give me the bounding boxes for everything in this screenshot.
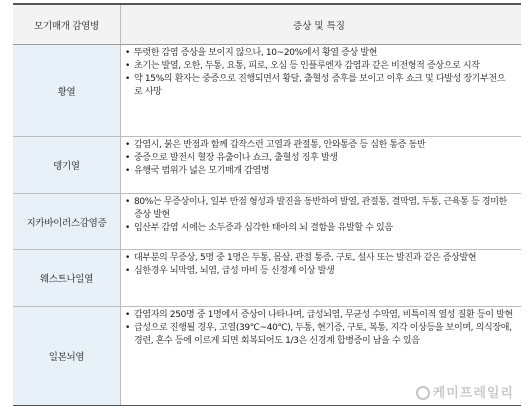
header-disease: 모기매개 감염병: [13, 5, 121, 44]
symptoms-cell: [121, 137, 521, 193]
disease-name: 뎅기열: [13, 137, 121, 193]
symptom-item: • 뚜렷한 감염 증상을 보이지 않으나, 10~20%에서 황열 증상 발현: [125, 47, 513, 60]
disease-name: 황열: [13, 45, 121, 136]
disease-name: 웨스트나일열: [13, 250, 121, 306]
table-row: [13, 194, 521, 250]
symptom-item: • 대부분의 무증상, 5명 중 1명은 두통, 몸살, 관절 통증, 구토, 설사 또는 발진과 같은 증상발현: [125, 252, 513, 265]
symptom-item: • 유행국 범위가 넓은 모기매개 감염병: [125, 165, 513, 178]
symptom-item: • 약 15%의 환자는 중증으로 진행되면서 황달, 출혈성 증후를 보이고 이후 쇼크 및 다발성 장기부전으로 사망: [125, 73, 513, 99]
watermark-logo-icon: [416, 386, 430, 400]
symptom-item: • 감염시, 붉은 반점과 함께 갑작스런 고열과 관절통, 안와통증 등 심한 통증 동반: [125, 139, 513, 152]
symptoms-cell: [121, 250, 521, 306]
symptom-item: • 초기는 발열, 오한, 두통, 요통, 피로, 오심 등 인플루엔자 감염과 같은 비전형적 증상으로 시작: [125, 60, 513, 73]
table-row: [13, 137, 521, 194]
symptom-item: • 급성으로 진행될 경우, 고열(39℃~40℃), 두통, 현기증, 구토, 복통, 지각 이상등을 보이며, 의식장애, 경련, 혼수 등에 이르게 되면 회복되어도 1/3은 신경계 합병증이 남을 수 있음: [125, 322, 513, 348]
disease-name: 일본뇌염: [13, 307, 121, 405]
symptoms-cell: [121, 194, 521, 249]
table-row: [13, 250, 521, 307]
disease-table: [13, 3, 521, 406]
symptom-item: • 심한경우 뇌막염, 뇌염, 급성 마비 등 신경계 이상 발생: [125, 265, 513, 278]
table-row: [13, 45, 521, 137]
symptom-item: • 80%는 무증상이나, 일부 반점 형성과 발진을 동반하여 발열, 관절통, 결막염, 두통, 근육통 등 경미한 증상 발현: [125, 196, 513, 222]
symptom-item: • 감염자의 250명 중 1명에서 증상이 나타나며, 급성뇌염, 무균성 수막염, 비특이적 열성 질환 등이 발현: [125, 309, 513, 322]
symptom-item: • 임산부 감염 시에는 소두증과 심각한 태아의 뇌 결함을 유발할 수 있음: [125, 222, 513, 235]
symptom-item: • 중증으로 발전시 혈장 유출이나 쇼크, 출혈성 징후 발생: [125, 152, 513, 165]
watermark: [416, 382, 514, 401]
symptoms-cell: [121, 45, 521, 136]
table-header: [13, 5, 521, 45]
disease-name: 지카바이러스감염증: [13, 194, 121, 249]
header-symptoms: 증상 및 특징: [293, 20, 345, 32]
watermark-text: 케미프레일리: [432, 386, 514, 401]
